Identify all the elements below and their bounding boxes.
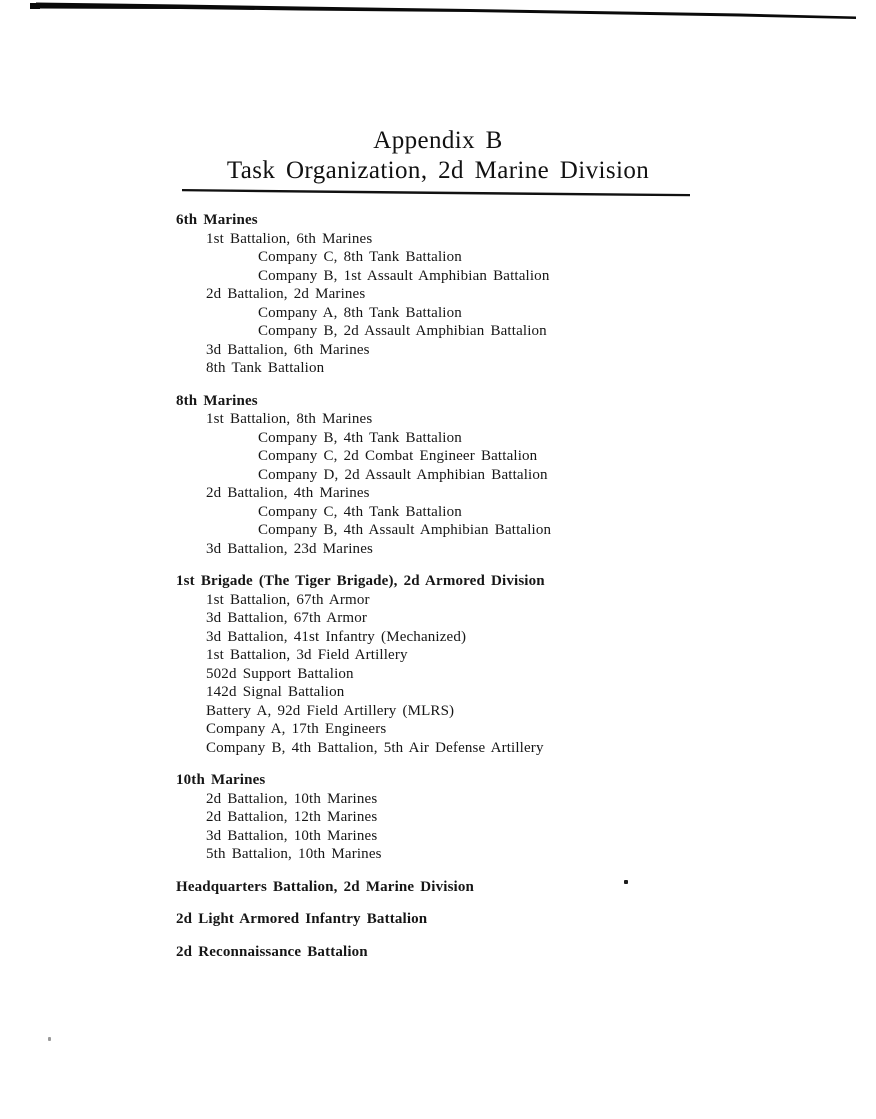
section-heading: 2d Reconnaissance Battalion bbox=[176, 943, 368, 960]
scan-speck bbox=[624, 880, 628, 884]
org-item: Company A, 17th Engineers bbox=[206, 721, 387, 737]
org-item: Company B, 4th Battalion, 5th Air Defense Artillery bbox=[206, 739, 544, 756]
section-heading: 2d Light Armored Infantry Battalion bbox=[176, 911, 428, 927]
org-item: 3d Battalion, 10th Marines bbox=[206, 827, 378, 844]
page-subtitle: Task Organization, 2d Marine Division bbox=[226, 157, 650, 184]
org-item: 3d Battalion, 23d Marines bbox=[206, 540, 373, 557]
org-section bbox=[176, 771, 776, 864]
task-organization-list bbox=[176, 211, 776, 975]
org-section bbox=[176, 211, 776, 378]
org-section bbox=[176, 910, 776, 929]
org-item: Company A, 8th Tank Battalion bbox=[258, 304, 462, 321]
org-item: Company D, 2d Assault Amphibian Battalion bbox=[258, 466, 548, 483]
org-item: 1st Battalion, 6th Marines bbox=[206, 230, 373, 247]
page-title: Appendix B bbox=[373, 127, 503, 154]
org-item: 3d Battalion, 67th Armor bbox=[206, 610, 368, 626]
org-item: 2d Battalion, 12th Marines bbox=[206, 809, 378, 825]
org-item: 1st Battalion, 8th Marines bbox=[206, 411, 373, 427]
org-section bbox=[176, 392, 776, 559]
org-item: Company B, 2d Assault Amphibian Battalion bbox=[258, 323, 547, 339]
org-item: 1st Battalion, 3d Field Artillery bbox=[206, 647, 408, 663]
org-item: Company B, 4th Assault Amphibian Battalion bbox=[258, 522, 552, 538]
scan-speck bbox=[48, 1037, 51, 1041]
title-block bbox=[0, 126, 876, 186]
org-item: 3d Battalion, 41st Infantry (Mechanized) bbox=[206, 628, 467, 645]
section-heading: Headquarters Battalion, 2d Marine Division bbox=[176, 878, 475, 895]
section-heading: 6th Marines bbox=[176, 212, 258, 228]
org-item: 2d Battalion, 4th Marines bbox=[206, 485, 370, 501]
org-item: 1st Battalion, 67th Armor bbox=[206, 591, 370, 608]
org-item: 3d Battalion, 6th Marines bbox=[206, 341, 370, 358]
org-item: Company C, 2d Combat Engineer Battalion bbox=[258, 448, 538, 464]
org-item: Company C, 4th Tank Battalion bbox=[258, 503, 462, 520]
org-item: Company C, 8th Tank Battalion bbox=[258, 249, 462, 265]
org-item: Company B, 1st Assault Amphibian Battalion bbox=[258, 267, 550, 284]
org-item: Battery A, 92d Field Artillery (MLRS) bbox=[206, 702, 455, 719]
org-item: 5th Battalion, 10th Marines bbox=[206, 846, 382, 862]
section-heading: 8th Marines bbox=[176, 392, 258, 409]
org-section bbox=[176, 572, 776, 757]
section-heading: 1st Brigade (The Tiger Brigade), 2d Armored Division bbox=[176, 573, 545, 589]
org-item: 142d Signal Battalion bbox=[206, 684, 345, 700]
org-section bbox=[176, 943, 776, 962]
org-item: 2d Battalion, 10th Marines bbox=[206, 790, 378, 807]
scan-artifact-top-line bbox=[0, 0, 876, 26]
org-item: 502d Support Battalion bbox=[206, 665, 354, 682]
title-underline-rule bbox=[0, 184, 876, 200]
org-section bbox=[176, 878, 776, 897]
org-item: 2d Battalion, 2d Marines bbox=[206, 286, 366, 302]
org-item: 8th Tank Battalion bbox=[206, 360, 325, 376]
section-heading: 10th Marines bbox=[176, 772, 266, 788]
org-item: Company B, 4th Tank Battalion bbox=[258, 429, 462, 446]
